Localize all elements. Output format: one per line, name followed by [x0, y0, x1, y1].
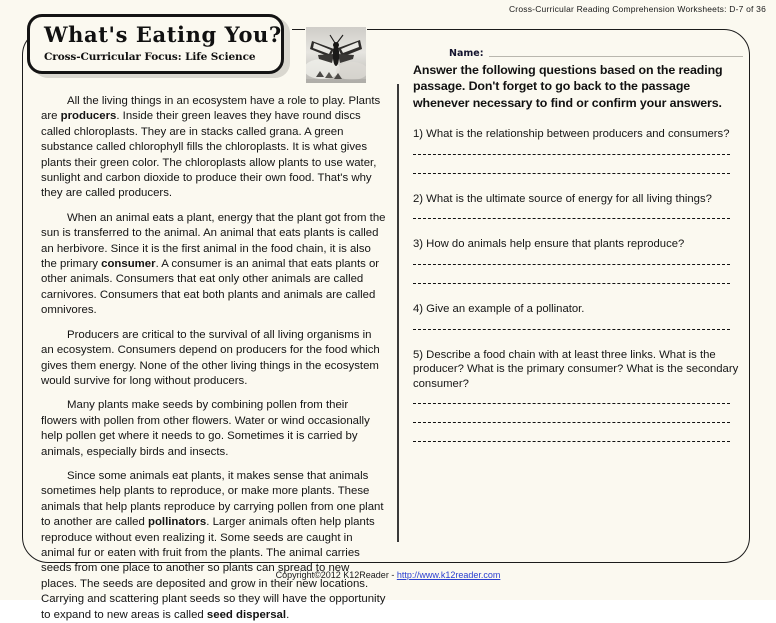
passage-paragraph — [41, 94, 386, 202]
answer-line[interactable] — [413, 329, 730, 330]
answer-spacer — [413, 395, 743, 403]
passage-text: . Inside their green leaves they have round discs called chloroplasts. They are in stacks called grana. A green substance called chlorophyll fills the chloroplasts. It is what gives plants their green color. The chloroplasts allow plants to use water, sunlight and carbon dioxide to produce their own food. That's why they are called producers. — [41, 110, 377, 200]
butterfly-image — [306, 27, 366, 83]
answer-line[interactable] — [413, 403, 730, 404]
passage-text: When an animal eats a plant, energy that the plant got from the sun is transferred to the animal. An animal that eats plants is called an herbivore. Since it is the first animal in the food chain, it is also the primary — [41, 211, 386, 271]
page-subtitle: Cross-Curricular Focus: Life Science — [44, 51, 256, 64]
name-field-row — [413, 48, 743, 59]
passage-text: . A consumer is an animal that eats plants or other animals. Consumers that eat only other animals are called carnivores. Consumers that eat both plants and animals are called omnivores. — [41, 258, 380, 317]
butterfly-photo — [306, 27, 366, 83]
question-text: 2) What is the ultimate source of energy for all living things? — [413, 192, 712, 205]
page-title: What's Eating You? — [44, 22, 282, 47]
question-block — [413, 237, 743, 284]
footer — [0, 570, 776, 580]
instructions-text: Answer the following questions based on the reading passage. Don't forget to go back to the passage whenever necessary to find or confirm your answers. — [413, 63, 723, 110]
question-block — [413, 302, 743, 330]
question-text: 3) How do animals help ensure that plants reproduce? — [413, 238, 685, 251]
question-text: 4) Give an example of a pollinator. — [413, 303, 585, 315]
answer-line[interactable] — [413, 422, 730, 423]
answer-spacer — [413, 256, 743, 264]
answer-line[interactable] — [413, 154, 730, 155]
passage-keyword: pollinators — [148, 516, 207, 529]
answer-spacer — [413, 321, 743, 329]
k12reader-link[interactable]: http://www.k12reader.com — [396, 570, 501, 580]
passage-paragraph — [41, 398, 386, 460]
passage-text: Producers are critical to the survival of all living organisms in an ecosystem. Consumers depend on producers for the food which gives them energy. None of the other living things in the ecosystem would survive for long without producers. — [41, 328, 380, 387]
question-block — [413, 192, 743, 220]
question-text: 1) What is the relationship between producers and consumers? — [413, 128, 730, 141]
passage-text: . — [286, 608, 290, 621]
answer-line[interactable] — [413, 264, 730, 265]
answer-spacer — [413, 210, 743, 218]
document-reference-header: Cross-Curricular Reading Comprehension Worksheets: D-7 of 36 — [508, 4, 766, 14]
question-block — [413, 127, 743, 174]
name-label: Name: — [449, 48, 484, 59]
answer-line[interactable] — [413, 218, 730, 219]
copyright-text: Copyright©2012 K12Reader - — [275, 570, 397, 580]
question-text: 5) Describe a food chain with at least three links. What is the producer? What is the primary consumer? What is the secondary consumer? — [413, 348, 739, 390]
question-block — [413, 348, 743, 443]
passage-text: Since some animals eat plants, it makes sense that animals sometimes help plants to reproduce, or make more plants. These animals that help plants reproduce by carrying pollen from one plant to another are called — [41, 469, 384, 529]
passage-text: . Larger animals often help plants reproduce without even realizing it. Some seeds are caught in animal fur or eaten with fruit from the plants. The animal carries seeds from one place to another so plants can spread to new places. The seeds are deposited and grow in their new locations. Carrying and scattering plant seeds so they will have the opportunity to expand to new areas is called — [41, 516, 386, 621]
passage-text: All the living things in an ecosystem have a role to play. Plants are — [41, 95, 381, 123]
reading-passage — [41, 94, 386, 623]
answer-line[interactable] — [413, 173, 730, 174]
questions-panel — [413, 48, 743, 460]
answer-spacer — [413, 146, 743, 154]
passage-keyword: seed dispersal — [206, 608, 287, 621]
name-input-rule[interactable] — [489, 56, 743, 57]
passage-text: Many plants make seeds by combining pollen from their flowers with pollen from other flowers. Water or wind occasionally help pollen get where it needs to go. Sometimes it is carried by animals, especially birds and insects. — [41, 399, 370, 458]
answer-line[interactable] — [413, 441, 730, 442]
answer-line[interactable] — [413, 283, 730, 284]
passage-paragraph — [41, 328, 386, 390]
passage-keyword: producers — [60, 110, 117, 123]
passage-keyword: consumer — [101, 258, 156, 271]
questions-list — [413, 127, 743, 442]
column-divider — [397, 84, 399, 542]
passage-paragraph — [41, 211, 386, 319]
title-box — [27, 14, 284, 74]
